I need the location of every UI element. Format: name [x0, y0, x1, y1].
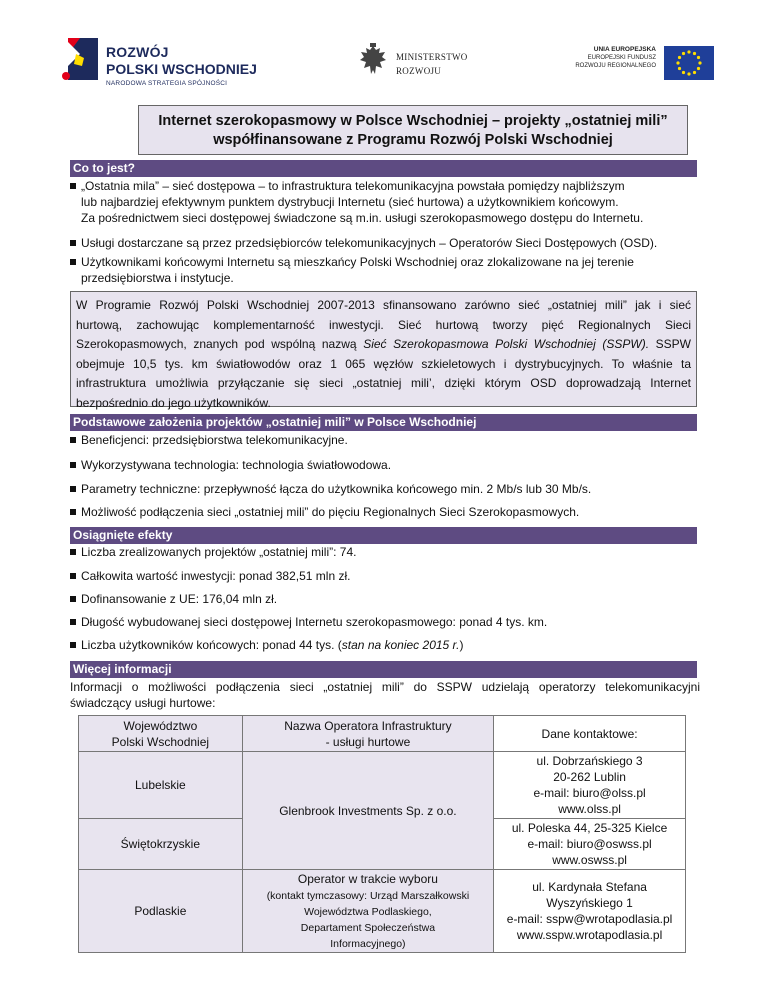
section-header-more-info: Więcej informacji — [70, 661, 697, 678]
contact-podlaskie: ul. Kardynała Stefana Wyszyńskiego 1 e-mail: sspw@wrotapodlasia.pl www.sspw.wrotapodlasia.pl — [494, 870, 686, 953]
bullet-projects-count: Liczba zrealizowanych projektów „ostatniej mili”: 74. — [70, 544, 700, 560]
document-title — [138, 105, 688, 155]
bullet-square-icon — [70, 573, 76, 579]
region-podlaskie: Podlaskie — [79, 870, 243, 953]
bullet-square-icon — [70, 437, 76, 443]
bullet-square-icon — [70, 619, 76, 625]
bullet-square-icon — [70, 240, 76, 246]
bullet-square-icon — [70, 509, 76, 515]
operator-podlaskie: Operator w trakcie wyboru (kontakt tymczasowy: Urząd Marszałkowski Województwa Podlaskiego, Departament Społeczeństwa Informacyjnego) — [242, 870, 493, 953]
operators-contact-table — [78, 715, 686, 953]
bullet-technology: Wykorzystywana technologia: technologia światłowodowa. — [70, 457, 700, 473]
ministry-logo — [358, 42, 478, 82]
rozwoj-polski-wschodniej-logo — [58, 36, 298, 96]
bullet-square-icon — [70, 462, 76, 468]
ministry-line1: MINISTERSTWO — [396, 52, 468, 62]
program-summary-box: W Programie Rozwój Polski Wschodniej 2007-2013 sfinansowano zarówno sieć „ostatniej mili” jak i sieć hurtową, zachowując komplementarność inwestycji. Sieć hurtową tworzy pięć Regionalnych Sieci Szerokopasmowych, znanych pod wspólną nazwą Sieć Szerokopasmowa Polski Wschodniej (SSPW). SSPW obejmuje 10,5 tys. km światłowodów oraz 1 065 węzłów szkieletowych i dystrybucyjnych. To właśnie ta infrastruktura umożliwia przyłączanie się sieci „ostatniej mili’, dzięki którym OSD doprowadzają Internet bezpośrednio do jego użytkowników. — [70, 291, 697, 407]
ministry-line2: ROZWOJU — [396, 66, 442, 76]
section-header-results: Osiągnięte efekty — [70, 527, 697, 544]
table-row — [79, 752, 686, 819]
bullet-square-icon — [70, 596, 76, 602]
rpw-flag-icon — [58, 36, 100, 84]
eagle-emblem-icon — [358, 42, 388, 80]
bullet-square-icon — [70, 259, 76, 265]
bullet-network-length: Długość wybudowanej sieci dostępowej Internetu szerokopasmowego: ponad 4 tys. km. — [70, 614, 700, 630]
bullet-parameters: Parametry techniczne: przepływność łącza do użytkownika końcowego min. 2 Mb/s lub 30 Mb/s. — [70, 481, 700, 497]
bullet-end-users-count: Liczba użytkowników końcowych: ponad 44 tys. (stan na koniec 2015 r.) — [70, 637, 700, 653]
page-header — [0, 0, 768, 100]
contact-swietokrzyskie: ul. Poleska 44, 25-325 Kielce e-mail: biuro@oswss.pl www.oswss.pl — [494, 819, 686, 870]
bullet-square-icon — [70, 549, 76, 555]
bullet-beneficiaries: Beneficjenci: przedsiębiorstwa telekomunikacyjne. — [70, 432, 700, 448]
bullet-square-icon — [70, 486, 76, 492]
eu-line2: EUROPEJSKI FUNDUSZ — [587, 55, 656, 61]
bullet-square-icon — [70, 183, 76, 189]
header-operator: Nazwa Operatora Infrastruktury - usługi hurtowe — [242, 716, 493, 752]
header-contact: Dane kontaktowe: — [494, 716, 686, 752]
bullet-total-value: Całkowita wartość inwestycji: ponad 382,51 mln zł. — [70, 568, 700, 584]
bullet-last-mile-definition: „Ostatnia mila” – sieć dostępowa – to infrastruktura telekomunikacyjna powstała pomiędzy najbliższym lub najbardziej efektywnym punktem dystrybucji Internetu (sieć hurtowa) a użytkownikiem końcowym. Za pośrednictwem sieci dostępowej świadczone są m.in. usługi szerokopasmowego dostępu do Internetu. — [70, 178, 700, 226]
eu-line1: UNIA EUROPEJSKA — [593, 46, 656, 53]
title-line1: Internet szerokopasmowy w Polsce Wschodniej – projekty „ostatniej mili” — [158, 113, 668, 129]
operator-glenbrook: Glenbrook Investments Sp. z o.o. — [242, 752, 493, 870]
section-header-what-is-it: Co to jest? — [70, 160, 697, 177]
bullet-connection: Możliwość podłączenia sieci „ostatniej mili” do pięciu Regionalnych Sieci Szerokopasmowych. — [70, 504, 700, 520]
contact-lubelskie: ul. Dobrzańskiego 3 20-262 Lublin e-mail: biuro@olss.pl www.olss.pl — [494, 752, 686, 819]
rpw-title-line1: ROZWÓJ — [106, 44, 169, 60]
table-header-row — [79, 716, 686, 752]
region-lubelskie: Lubelskie — [79, 752, 243, 819]
header-region: Województwo Polski Wschodniej — [79, 716, 243, 752]
eu-logo — [566, 46, 714, 82]
eu-line3: ROZWOJU REGIONALNEGO — [575, 63, 656, 69]
region-swietokrzyskie: Świętokrzyskie — [79, 819, 243, 870]
title-line2: współfinansowane z Programu Rozwój Polski Wschodniej — [213, 132, 613, 148]
more-info-intro: Informacji o możliwości podłączenia sieci „ostatniej mili” do SSPW udzielają operatorzy telekomunikacyjni świadczący usługi hurtowe: — [70, 680, 700, 710]
bullet-square-icon — [70, 642, 76, 648]
rpw-subtitle: NARODOWA STRATEGIA SPÓJNOŚCI — [106, 80, 228, 87]
rpw-title-line2: POLSKI WSCHODNIEJ — [106, 61, 257, 77]
section-header-assumptions: Podstawowe założenia projektów „ostatniej mili” w Polsce Wschodniej — [70, 414, 697, 431]
bullet-osd-services: Usługi dostarczane są przez przedsiębiorców telekomunikacyjnych – Operatorów Sieci Dostępowych (OSD). — [70, 235, 700, 251]
eu-flag-icon — [664, 46, 714, 80]
bullet-eu-funding: Dofinansowanie z UE: 176,04 mln zł. — [70, 591, 700, 607]
table-row — [79, 870, 686, 953]
bullet-end-users: Użytkownikami końcowymi Internetu są mieszkańcy Polski Wschodniej oraz zlokalizowane na jej terenie przedsiębiorstwa i instytucje. — [70, 254, 700, 286]
